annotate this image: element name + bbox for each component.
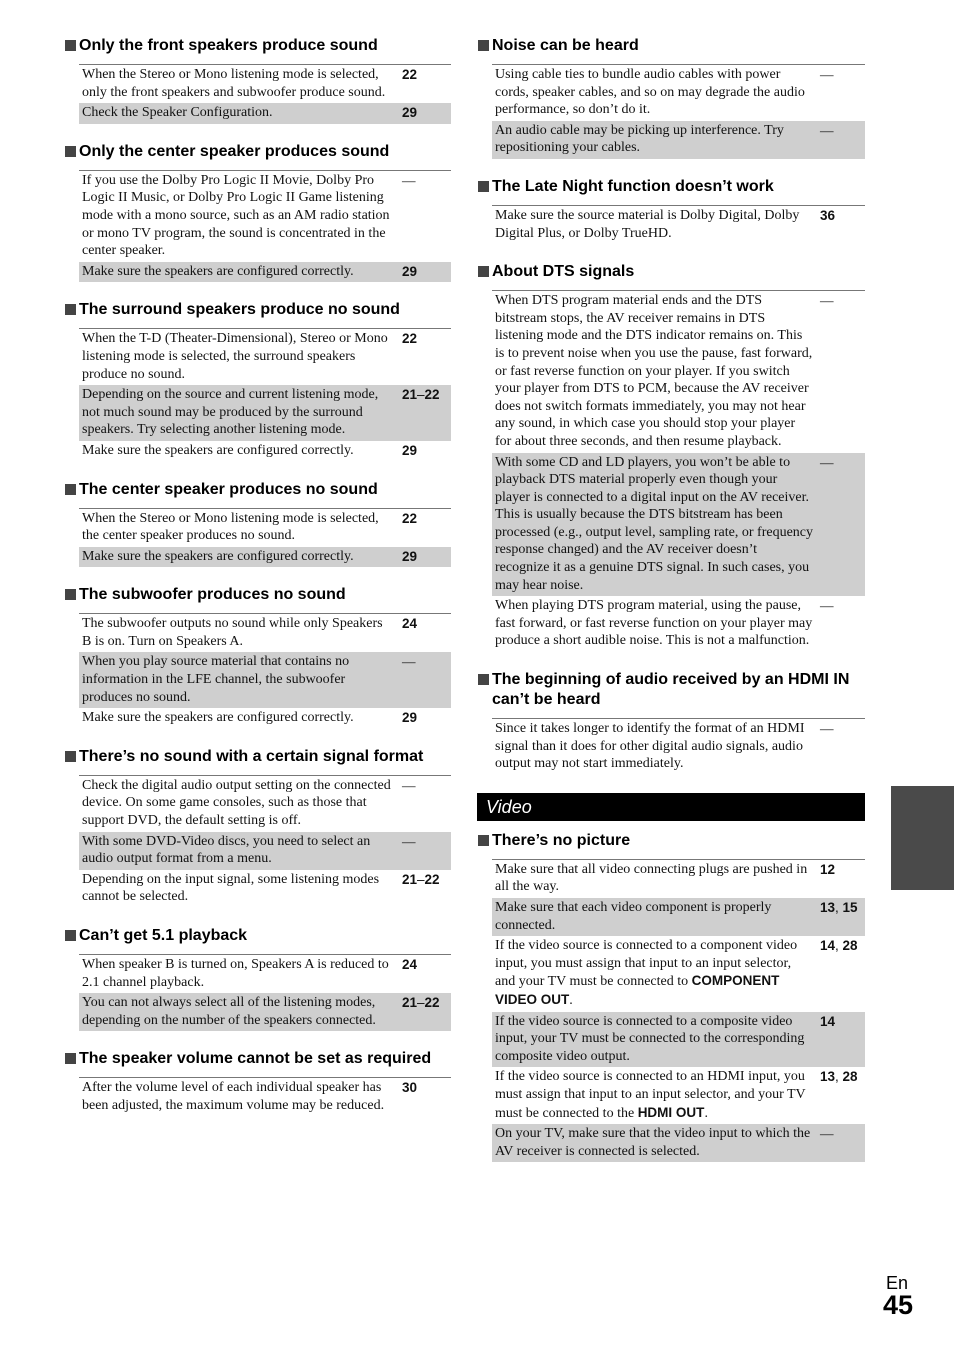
- section-heading: Can’t get 5.1 playback: [64, 926, 451, 946]
- page-ref: 24: [402, 616, 418, 632]
- table-row: Make sure the speakers are configured correctly. 29: [79, 547, 451, 568]
- table-row: When the Stereo or Mono listening mode is selected, the center speaker produces no sound. 22: [82, 510, 418, 544]
- bullet-square-icon: [478, 835, 489, 846]
- section-heading: Only the front speakers produce sound: [64, 36, 451, 56]
- page-ref: —: [402, 172, 416, 188]
- bullet-square-icon: [65, 484, 76, 495]
- section-heading: The Late Night function doesn’t work: [477, 177, 865, 197]
- table-row: Using cable ties to bundle audio cables with power cords, speaker cables, and so on may degrade the audio performance, so don’t do it. —: [495, 67, 834, 118]
- page-ref: 29: [402, 710, 418, 726]
- page-number: 45: [883, 1290, 914, 1320]
- troubleshooting-table: [79, 613, 451, 729]
- bullet-square-icon: [478, 40, 489, 51]
- table-row: Depending on the source and current listening mode, not much sound may be produced by the surround speakers. Try selecting another listening mode. 21–22: [79, 385, 451, 441]
- table-row: With some DVD-Video discs, you need to select an audio output format from a menu. —: [79, 832, 451, 870]
- table-row: Make sure that each video component is properly connected. 13, 15: [492, 898, 865, 936]
- section-heading: The subwoofer produces no sound: [64, 585, 451, 605]
- table-row: When speaker B is turned on, Speakers A is reduced to 2.1 channel playback. 24: [82, 957, 418, 990]
- table-row: Check the digital audio output setting on the connected device. On some game consoles, such as those that support DVD, the default setting is off. —: [82, 777, 416, 829]
- table-row: The subwoofer outputs no sound while only Speakers B is on. Turn on Speakers A. 24: [82, 616, 418, 649]
- page-ref: 29: [402, 105, 418, 121]
- page-ref: —: [820, 293, 834, 309]
- table-row: Make sure the speakers are configured correctly. 29: [82, 710, 418, 726]
- table-row: When playing DTS program material, using the pause, fast forward, or fast reverse function on your player may produce a short audible noise. This is not a malfunction. —: [495, 598, 834, 649]
- section-heading: About DTS signals: [477, 262, 865, 282]
- bullet-square-icon: [478, 674, 489, 685]
- bullet-square-icon: [478, 181, 489, 192]
- table-row: An audio cable may be picking up interference. Try repositioning your cables. —: [492, 121, 865, 159]
- bullet-square-icon: [65, 930, 76, 941]
- troubleshooting-table: [79, 328, 451, 461]
- page-ref: 29: [402, 263, 418, 279]
- page-ref: 12: [820, 861, 836, 877]
- table-row: When the Stereo or Mono listening mode is selected, only the front speakers and subwoofer produce sound. 22: [82, 67, 418, 100]
- bullet-square-icon: [478, 266, 489, 277]
- table-row: After the volume level of each individual speaker has been adjusted, the maximum volume may be reduced. 30: [82, 1080, 418, 1113]
- troubleshooting-table: [79, 508, 451, 568]
- table-row: Make sure the speakers are configured correctly. 29: [82, 442, 418, 458]
- page-ref: —: [820, 721, 834, 737]
- section-heading: The speaker volume cannot be set as required: [64, 1049, 451, 1069]
- bullet-square-icon: [65, 146, 76, 157]
- chapter-side-tab: [891, 786, 954, 890]
- table-row: Make sure that all video connecting plugs are pushed in all the way. 12: [495, 861, 836, 895]
- table-row: You can not always select all of the listening modes, depending on the number of the speakers connected. 21–22: [79, 993, 451, 1031]
- bullet-square-icon: [65, 304, 76, 315]
- bullet-square-icon: [65, 589, 76, 600]
- page-ref: —: [402, 777, 416, 793]
- troubleshooting-table: [492, 64, 865, 159]
- page-ref: 14: [820, 1013, 836, 1029]
- troubleshooting-table: [492, 205, 865, 244]
- page-ref: 36: [820, 207, 836, 223]
- section-heading: The beginning of audio received by an HDMI IN can’t be heard: [477, 670, 865, 710]
- table-row: When you play source material that contains no information in the LFE channel, the subwoofer produces no sound. —: [79, 652, 451, 708]
- table-row: If the video source is connected to a composite video input, your TV must be connected to the corresponding composite video output. 14: [492, 1012, 865, 1068]
- page-ref: 22: [402, 331, 418, 347]
- page-ref: 30: [402, 1080, 418, 1096]
- section-heading: Only the center speaker produces sound: [64, 142, 451, 162]
- table-row: Make sure the speakers are configured correctly. 29: [79, 262, 451, 283]
- page-ref: —: [402, 833, 416, 849]
- troubleshooting-table: [79, 170, 451, 283]
- table-row: Check the Speaker Configuration. 29: [79, 103, 451, 124]
- troubleshooting-table: [492, 290, 865, 652]
- page-ref: 24: [402, 957, 418, 972]
- bullet-square-icon: [65, 751, 76, 762]
- page-ref: 21–22: [402, 387, 440, 403]
- troubleshooting-table: [79, 64, 451, 124]
- section-heading: There’s no sound with a certain signal format: [64, 747, 451, 767]
- page-ref: —: [820, 67, 834, 82]
- page-ref: 22: [402, 67, 418, 82]
- page-ref: —: [402, 654, 416, 670]
- page-ref: 29: [402, 442, 418, 458]
- table-row: With some CD and LD players, you won’t be able to playback DTS material properly even though your player is connected to a digital input on the AV receiver. This is usually because the DTS bitstream has been processed (e.g., output level, sampling rate, or frequency response changed) and the AV receiver doesn’t recognize it as a genuine DTS signal. In such cases, you may hear noise. —: [492, 453, 865, 597]
- table-row: If you use the Dolby Pro Logic II Movie, Dolby Pro Logic II Music, or Dolby Pro Logic II Game listening mode with a mono source, such as an AM radio station or mono TV program, the sound is concentrated in the center speaker. —: [82, 172, 416, 259]
- page-ref: —: [820, 122, 834, 138]
- page-ref: 14, 28: [820, 938, 858, 954]
- page-ref: —: [820, 1126, 834, 1142]
- right-column: [477, 36, 865, 1180]
- table-row: If the video source is connected to a component video input, you must assign that input to an input selector, and your TV must be connected to COMPONENT VIDEO OUT. 14, 28: [495, 938, 858, 1008]
- table-row: If the video source is connected to an HDMI input, you must assign that input to an input selector, and your TV must be connected to the HDMI OUT. 13, 28: [495, 1069, 858, 1121]
- page-ref: 13, 15: [820, 900, 858, 915]
- video-section-banner: Video: [477, 793, 865, 821]
- table-row: Depending on the input signal, some listening modes cannot be selected. 21–22: [82, 871, 440, 905]
- troubleshooting-table: [79, 1077, 451, 1116]
- language-label: En: [886, 1273, 909, 1293]
- bullet-square-icon: [65, 40, 76, 51]
- troubleshooting-table: [492, 718, 865, 775]
- page-ref: —: [820, 598, 834, 614]
- bullet-square-icon: [65, 1053, 76, 1064]
- page-ref: 22: [402, 510, 418, 526]
- troubleshooting-table: [79, 775, 451, 908]
- section-heading: The center speaker produces no sound: [64, 480, 451, 500]
- page-ref: 29: [402, 548, 418, 564]
- section-heading: There’s no picture: [477, 831, 865, 851]
- table-row: Since it takes longer to identify the format of an HDMI signal than it does for other digital audio signals, audio output may not start immediately. —: [495, 721, 834, 772]
- page-ref: —: [820, 454, 834, 470]
- table-row: Make sure the source material is Dolby Digital, Dolby Digital Plus, or Dolby TrueHD. 36: [495, 207, 836, 241]
- section-heading: The surround speakers produce no sound: [64, 300, 451, 320]
- troubleshooting-table: [79, 954, 451, 1031]
- page-ref: 13, 28: [820, 1069, 858, 1085]
- table-row: On your TV, make sure that the video input to which the AV receiver is connected is selected. —: [492, 1124, 865, 1162]
- left-column: [64, 36, 451, 1135]
- table-row: When DTS program material ends and the DTS bitstream stops, the AV receiver remains in DTS listening mode and the DTS indicator remains on. This is to prevent noise when you use the pause, fast forward, or fast reverse function on your player. If you switch your player from DTS to PCM, because the AV receiver does not switch formats immediately, you may not hear any sound, in which case you should stop your player for about three seconds, and then resume playback. —: [495, 293, 834, 449]
- section-heading: Noise can be heard: [477, 36, 865, 56]
- page-ref: 21–22: [402, 871, 440, 887]
- page-ref: 21–22: [402, 995, 440, 1011]
- troubleshooting-table: [492, 859, 865, 1163]
- table-row: When the T-D (Theater-Dimensional), Stereo or Mono listening mode is selected, the surround speakers produce no sound. 22: [82, 331, 418, 382]
